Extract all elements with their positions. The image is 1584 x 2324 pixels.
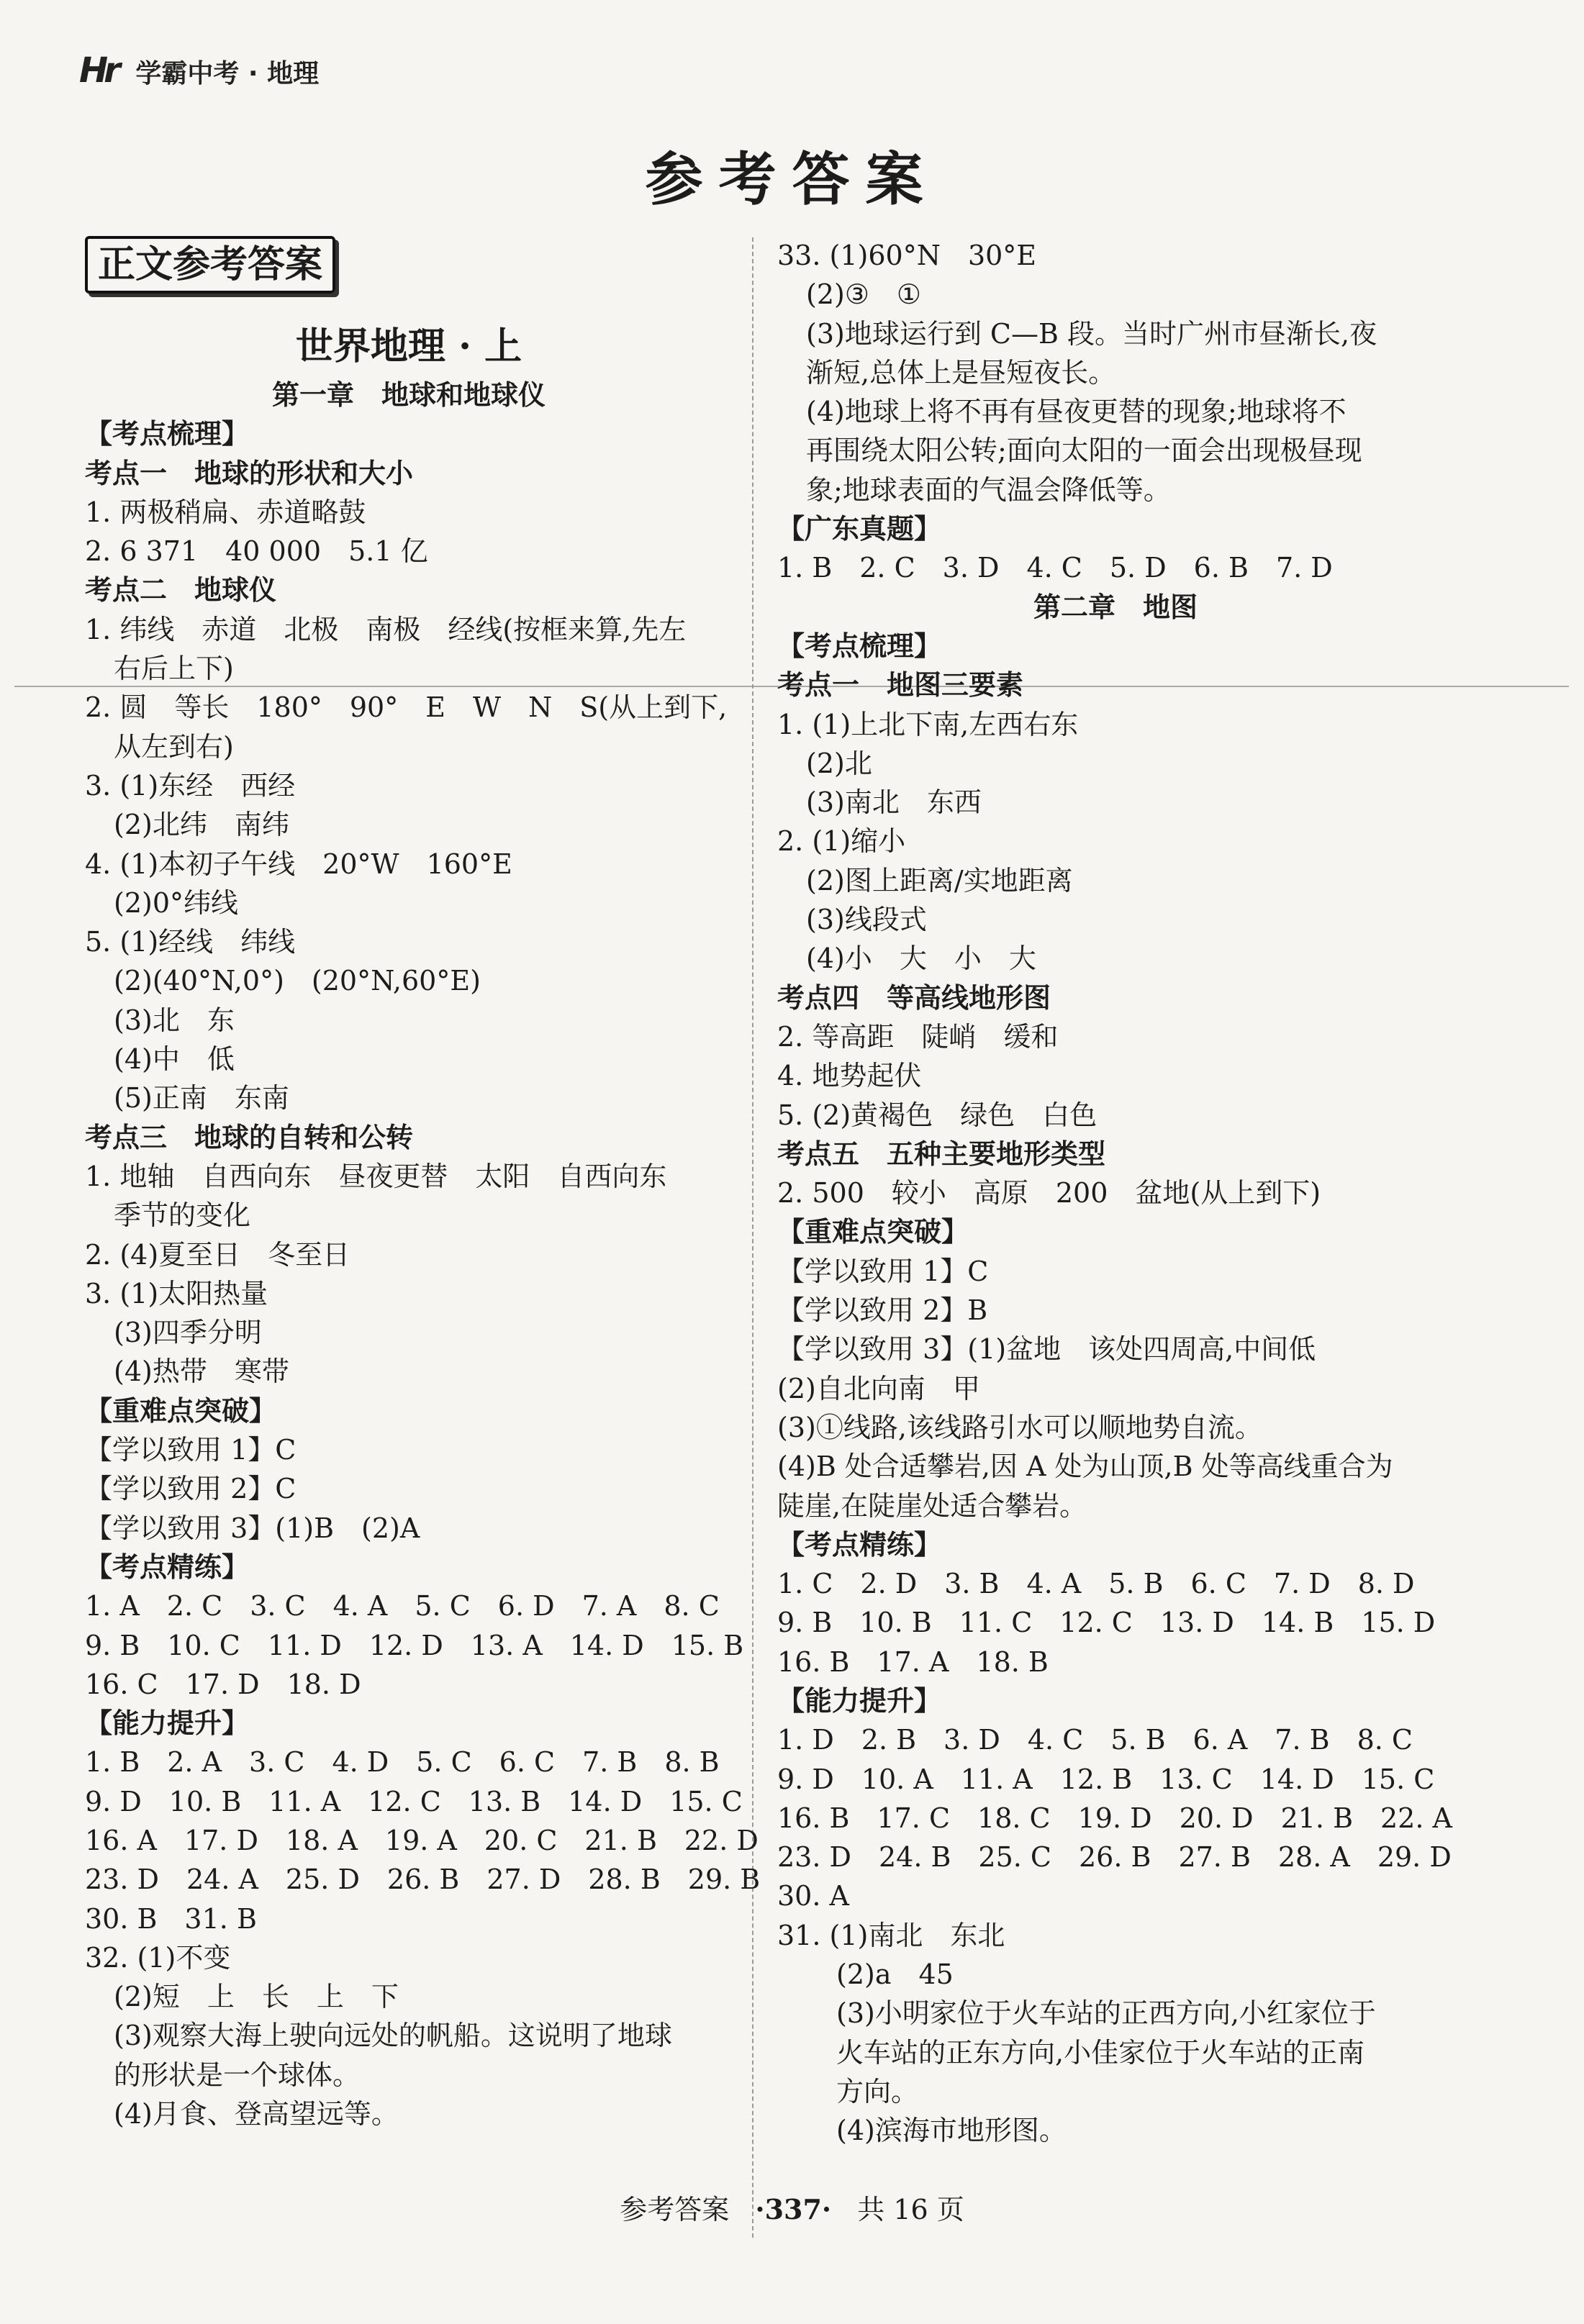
answer-line: 再围绕太阳公转;面向太阳的一面会出现极昼现 — [806, 435, 1362, 467]
answer-line: 2. 6 371 40 000 5.1 亿 — [85, 535, 428, 568]
answer-line: 3. (1)东经 西经 — [85, 769, 296, 802]
answer-line: (2)0°纬线 — [114, 886, 239, 919]
answer-line: 的形状是一个球体。 — [114, 2059, 361, 2091]
answer-line: (4)B 处合适攀岩,因 A 处为山顶,B 处等高线重合为 — [777, 1451, 1393, 1483]
heading-line: 【能力提升】 — [85, 1707, 250, 1740]
answer-line: 3. (1)太阳热量 — [85, 1277, 268, 1309]
answer-line: 1. (1)上北下南,左西右东 — [777, 708, 1079, 740]
answer-line: 火车站的正东方向,小佳家位于火车站的正南 — [836, 2036, 1365, 2069]
footer-label: 参考答案 — [620, 2194, 730, 2225]
answer-line: 16. A 17. D 18. A 19. A 20. C 21. B 22. D — [85, 1824, 759, 1856]
answer-line: (3)观察大海上驶向远处的帆船。这说明了地球 — [114, 2020, 672, 2052]
heading-line: 第二章 地图 — [1033, 591, 1198, 623]
chapter-title: 第一章 地球和地球仪 — [271, 379, 546, 411]
answer-line: 1. B 2. A 3. C 4. D 5. C 6. C 7. B 8. B — [85, 1746, 720, 1779]
heading-line: 【广东真题】 — [777, 513, 942, 545]
heading-line: 【考点梳理】 — [777, 630, 942, 662]
answer-line: 32. (1)不变 — [85, 1941, 231, 1974]
answer-line: 【学以致用 1】C — [777, 1255, 989, 1287]
answer-line: (4)中 低 — [114, 1043, 235, 1076]
answer-line: 右后上下) — [114, 653, 234, 685]
page-footer — [0, 2187, 1584, 2227]
answer-line: 2. 圆 等长 180° 90° E W N S(从上到下, — [85, 691, 728, 724]
answer-line: 【学以致用 2】C — [85, 1473, 297, 1505]
column-divider — [752, 237, 753, 2238]
answer-line: 30. B 31. B — [85, 1902, 257, 1935]
answer-line: (4)滨海市地形图。 — [836, 2115, 1067, 2147]
answer-line: 4. (1)本初子午线 20°W 160°E — [85, 848, 512, 880]
answer-line: 5. (2)黄褐色 绿色 白色 — [777, 1099, 1098, 1131]
heading-line: 考点五 五种主要地形类型 — [777, 1138, 1106, 1170]
answer-line: (4)地球上将不再有昼夜更替的现象;地球将不 — [806, 396, 1347, 428]
total-pages: 共 16 页 — [857, 2194, 964, 2225]
answer-line: (2)北 — [806, 747, 872, 779]
section-title: 世界地理 · 上 — [295, 324, 522, 368]
answer-line: (2)(40°N,0°) (20°N,60°E) — [114, 965, 481, 997]
answer-line: 2. 500 较小 高原 200 盆地(从上到下) — [777, 1177, 1321, 1209]
answer-line: (3)①线路,该线路引水可以顺地势自流。 — [777, 1411, 1262, 1443]
answer-line: (2)北纬 南纬 — [114, 809, 289, 841]
brand-name: 学霸中考 · 地理 — [135, 59, 320, 88]
answer-line: 陡崖,在陡崖处适合攀岩。 — [777, 1489, 1087, 1522]
answer-line: 23. D 24. A 25. D 26. B 27. D 28. B 29. B — [85, 1864, 761, 1896]
answer-line: (2)自北向南 甲 — [777, 1372, 980, 1404]
answer-line: 23. D 24. B 25. C 26. B 27. B 28. A 29. D — [777, 1841, 1452, 1874]
answer-line: 5. (1)经线 纬线 — [85, 926, 296, 958]
heading-line: 【能力提升】 — [777, 1684, 942, 1717]
answer-line: (4)热带 寒带 — [114, 1356, 289, 1388]
answer-line: (3)线段式 — [806, 904, 927, 936]
answer-line: (2)图上距离/实地距离 — [806, 864, 1073, 897]
heading-line: 考点三 地球的自转和公转 — [85, 1121, 414, 1153]
page-header — [79, 50, 319, 91]
answer-line: 16. B 17. A 18. B — [777, 1646, 1049, 1678]
answer-line: 1. B 2. C 3. D 4. C 5. D 6. B 7. D — [777, 552, 1333, 584]
answer-line: 季节的变化 — [114, 1199, 251, 1232]
answer-line: (2)a 45 — [836, 1958, 954, 1991]
page-title: 参考答案 — [645, 145, 939, 213]
right-answer-list — [777, 236, 1454, 2151]
answer-line: 9. B 10. C 11. D 12. D 13. A 14. D 15. B — [85, 1629, 744, 1661]
answer-line: 渐短,总体上是昼短夜长。 — [806, 356, 1116, 389]
heading-line: 考点一 地图三要素 — [777, 669, 1024, 702]
page-number: ·337· — [755, 2193, 832, 2225]
heading-line: 考点二 地球仪 — [85, 574, 277, 607]
heading-line: 考点四 等高线地形图 — [777, 981, 1051, 1014]
left-answer-list — [85, 414, 761, 2133]
answer-line: 31. (1)南北 东北 — [777, 1919, 1005, 1951]
answer-line: (4)小 大 小 大 — [806, 943, 1036, 975]
answer-line: 方向。 — [836, 2075, 919, 2107]
answer-line: 【学以致用 1】C — [85, 1434, 297, 1466]
heading-line: 【考点精练】 — [777, 1528, 942, 1561]
answer-line: 33. (1)60°N 30°E — [777, 240, 1037, 271]
answer-line: (3)地球运行到 C—B 段。当时广州市昼渐长,夜 — [806, 317, 1377, 350]
answer-line: (3)北 东 — [114, 1004, 235, 1036]
answer-line: 1. 纬线 赤道 北极 南极 经线(按框来算,先左 — [85, 613, 687, 645]
answers-box-title: 正文参考答案 — [85, 236, 335, 294]
heading-line: 考点一 地球的形状和大小 — [85, 457, 414, 489]
answer-line: 1. 两极稍扁、赤道略鼓 — [85, 496, 366, 528]
answer-line: 4. 地势起伏 — [777, 1060, 922, 1092]
answer-line: (3)南北 东西 — [806, 786, 982, 819]
answer-line: 30. A — [777, 1880, 849, 1912]
answer-line: (3)四季分明 — [114, 1317, 262, 1349]
heading-line: 【重难点突破】 — [85, 1394, 277, 1427]
answer-line: (3)小明家位于火车站的正西方向,小红家位于 — [836, 1997, 1376, 2030]
right-column — [777, 236, 1454, 2151]
answer-line: 1. C 2. D 3. B 4. A 5. B 6. C 7. D 8. D — [777, 1568, 1415, 1600]
heading-line: 【考点精练】 — [85, 1551, 250, 1583]
answer-line: 象;地球表面的气温会降低等。 — [806, 473, 1171, 506]
brand-logo: Hr — [79, 50, 117, 91]
heading-line: 【考点梳理】 — [85, 418, 250, 450]
answer-line: 9. B 10. B 11. C 12. C 13. D 14. B 15. D — [777, 1607, 1436, 1639]
answer-line: 【学以致用 3】(1)B (2)A — [85, 1512, 420, 1544]
answer-line: 16. C 17. D 18. D — [85, 1668, 361, 1700]
left-column — [85, 236, 761, 2133]
answer-line: 2. 等高距 陡峭 缓和 — [777, 1020, 1059, 1053]
answer-line: 1. 地轴 自西向东 昼夜更替 太阳 自西向东 — [85, 1160, 667, 1192]
answer-line: 【学以致用 3】(1)盆地 该处四周高,中间低 — [777, 1333, 1316, 1366]
answer-line: 【学以致用 2】B — [777, 1294, 988, 1327]
answer-line: 2. (4)夏至日 冬至日 — [85, 1238, 350, 1271]
answer-line: (2)短 上 长 上 下 — [114, 1981, 399, 2013]
answer-line: 1. A 2. C 3. C 4. A 5. C 6. D 7. A 8. C — [85, 1590, 720, 1622]
answer-line: (5)正南 东南 — [114, 1082, 289, 1115]
answer-line: 9. D 10. A 11. A 12. B 13. C 14. D 15. C — [777, 1763, 1435, 1795]
answer-line: 16. B 17. C 18. C 19. D 20. D 21. B 22. A — [777, 1802, 1452, 1834]
answer-line: 9. D 10. B 11. A 12. C 13. B 14. D 15. C — [85, 1785, 743, 1817]
answer-line: 1. D 2. B 3. D 4. C 5. B 6. A 7. B 8. C — [777, 1724, 1413, 1756]
answer-line: (2)③ ① — [806, 278, 921, 311]
answer-line: 从左到右) — [114, 730, 234, 763]
answer-line: 2. (1)缩小 — [777, 825, 906, 858]
answer-line: (4)月食、登高望远等。 — [114, 2098, 399, 2130]
heading-line: 【重难点突破】 — [777, 1216, 969, 1248]
